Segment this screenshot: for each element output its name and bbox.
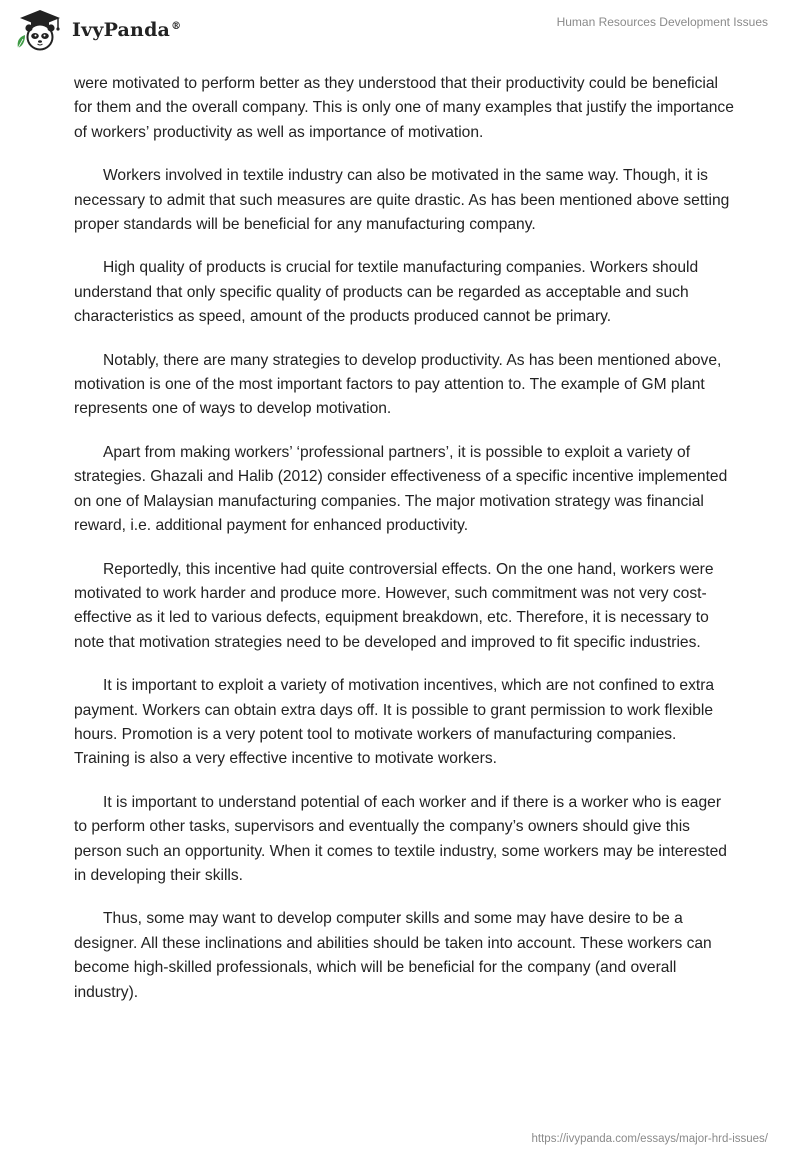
essay-body [74,72,734,1024]
paragraph: Apart from making workers’ ‘professional partners’, it is possible to exploit a variety of strategies. Ghazali and Halib (2012) consider effectiveness of a specific incentive implemented on one of Malaysian manufacturing companies. The major motivation strategy was financial reward, i.e. additional payment for enhanced productivity. [74,443,728,535]
page-header [0,0,800,70]
panda-mascot-icon [14,8,66,52]
paragraph: It is important to exploit a variety of motivation incentives, which are not confined to extra payment. Workers can obtain extra days off. It is possible to grant permission to work flexible hours. Promotion is a very potent tool to motivate workers of manufacturing companies. Training is also a very effective incentive to motivate workers. [74,677,715,768]
paragraph: High quality of products is crucial for textile manufacturing companies. Workers should understand that only specific quality of products can be regarded as acceptable and such characteristics as speed, amount of the products produced cannot be primary. [74,259,699,326]
paragraph: It is important to understand potential of each worker and if there is a worker who is eager to perform other tasks, supervisors and eventually the company’s owners should give this person such an opportunity. When it comes to textile industry, some workers may be interested in developing their skills. [74,793,727,884]
brand-name: IvyPanda® [72,19,182,41]
document-title: Human Resources Development Issues [556,15,768,29]
registered-mark: ® [171,20,182,32]
source-url[interactable]: https://ivypanda.com/essays/major-hrd-issues/ [531,1133,768,1145]
paragraph: Thus, some may want to develop computer skills and some may have desire to be a designer. All these inclinations and abilities should be taken into account. These workers can become high-skilled professionals, which will be beneficial for the company (and overall industry). [74,910,712,1001]
paragraph: were motivated to perform better as they understood that their productivity could be beneficial for them and the overall company. This is only one of many examples that justify the importance of workers’ productivity as well as importance of motivation. [74,75,734,141]
ivypanda-logo[interactable] [14,8,181,52]
paragraph: Workers involved in textile industry can also be motivated in the same way. Though, it is necessary to admit that such measures are quite drastic. As has been mentioned above setting proper standards will be beneficial for any manufacturing company. [74,167,730,234]
paragraph: Reportedly, this incentive had quite controversial effects. On the one hand, workers were motivated to work harder and produce more. However, such commitment was not very cost-effective as it led to various defects, equipment breakdown, etc. Therefore, it is necessary to note that motivation strategies need to be developed and improved to fit specific industries. [74,560,714,651]
paragraph: Notably, there are many strategies to develop productivity. As has been mentioned above, motivation is one of the most important factors to pay attention to. The example of GM plant represents one of ways to develop motivation. [74,351,722,418]
